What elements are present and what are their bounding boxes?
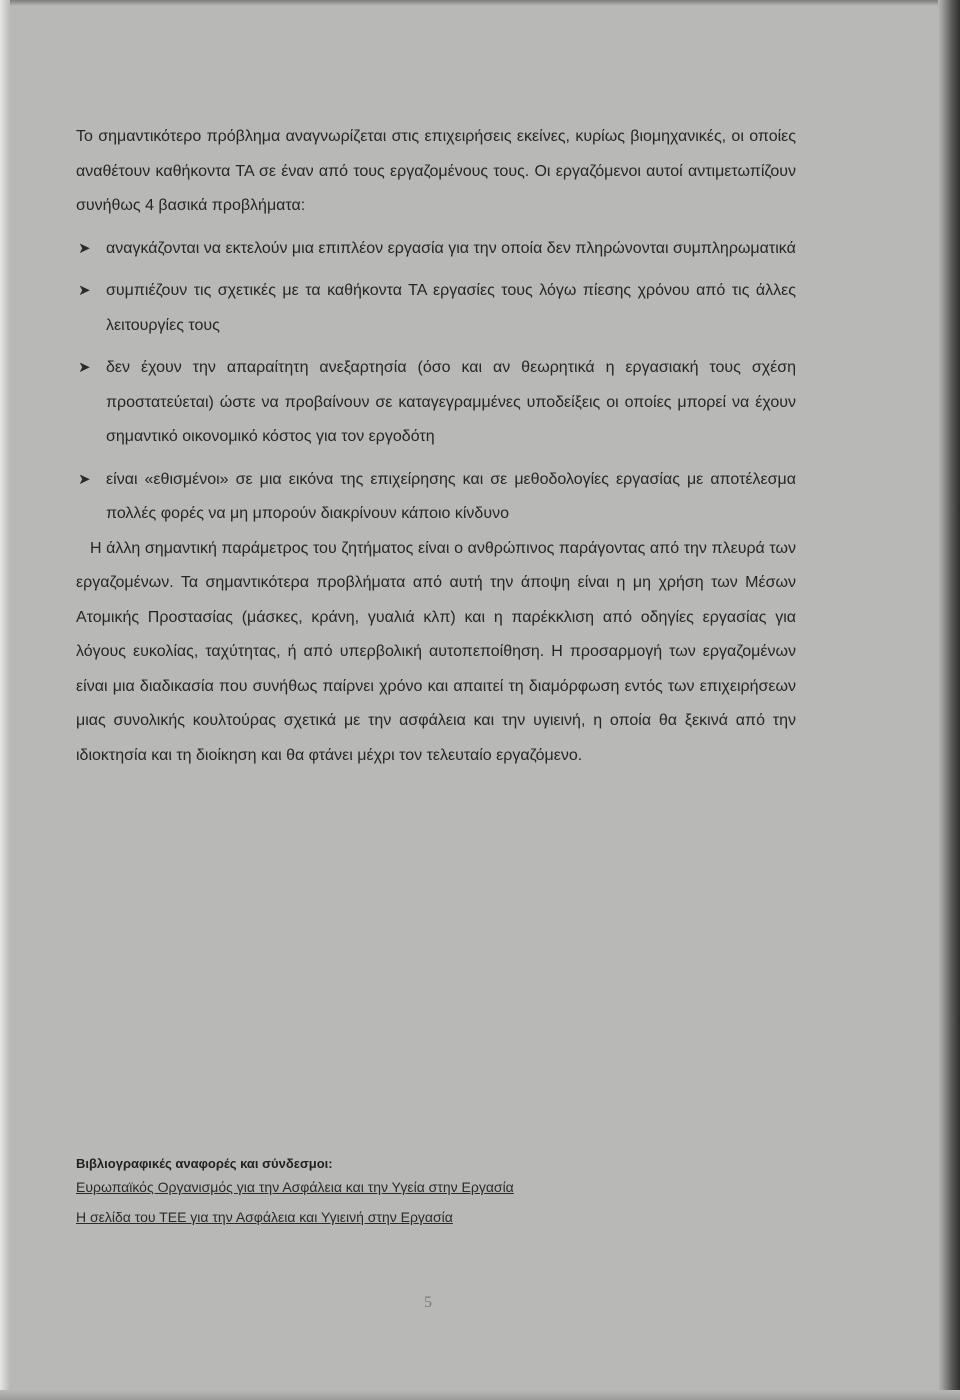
- list-item: [76, 274, 796, 343]
- page-top-edge: [0, 0, 960, 6]
- page-left-edge: [0, 0, 10, 1400]
- reference-link-eu-osha[interactable]: Ευρωπαϊκός Οργανισμός για την Ασφάλεια και την Υγεία στην Εργασία: [76, 1179, 514, 1195]
- problem-list: [76, 232, 796, 532]
- body-text: [76, 120, 796, 773]
- arrowhead-bullet-icon: ➤: [78, 359, 91, 376]
- list-item-text: αναγκάζονται να εκτελούν μια επιπλέον εργασία για την οποία δεν πληρώνονται συμπληρωματικά: [106, 239, 796, 257]
- reference-link-tee[interactable]: Η σελίδα του ΤΕΕ για την Ασφάλεια και Υγιεινή στην Εργασία: [76, 1209, 453, 1225]
- page-bottom-edge: [0, 1390, 960, 1400]
- arrowhead-bullet-icon: ➤: [78, 282, 91, 299]
- list-item: [76, 232, 796, 267]
- list-item: [76, 351, 796, 455]
- closing-paragraph: Η άλλη σημαντική παράμετρος του ζητήματος είναι ο ανθρώπινος παράγοντας από την πλευρά των εργαζομένων. Τα σημαντικότερα προβλήματα από αυτή την άποψη είναι η μη χρήση των Μέσων Ατομικής Προστασίας (μάσκες, κράνη, γυαλιά κλπ) και η παρέκκλιση από οδηγίες εργασίας για λόγους ευκολίας, ταχύτητας, ή από υπερβολική αυτοπεποίθηση. Η προσαρμογή των εργαζομένων είναι μια διαδικασία που συνήθως παίρνει χρόνο και απαιτεί τη διαμόρφωση εντός των επιχειρήσεων μιας συνολικής κουλτούρας σχετικά με την ασφάλεια και την υγιεινή, η οποία θα ξεκινά από την ιδιοκτησία και τη διοίκηση και θα φτάνει μέχρι τον τελευταίο εργαζόμενο.: [76, 539, 796, 764]
- list-item-text: είναι «εθισμένοι» σε μια εικόνα της επιχείρησης και σε μεθοδολογίες εργασίας με αποτέλεσμα πολλές φορές να μη μπορούν διακρίνουν κάποιο κίνδυνο: [106, 470, 796, 522]
- list-item: [76, 463, 796, 532]
- list-item-text: συμπιέζουν τις σχετικές με τα καθήκοντα ΤΑ εργασίες τους λόγω πίεσης χρόνου από τις άλλες λειτουργίες τους: [106, 282, 796, 334]
- references-title: Βιβλιογραφικές αναφορές και σύνδεσμοι:: [76, 1156, 333, 1171]
- references-section: [76, 1156, 776, 1239]
- page-right-edge-shadow: [938, 0, 960, 1400]
- list-item-text: δεν έχουν την απαραίτητη ανεξαρτησία (όσο και αν θεωρητικά η εργασιακή τους σχέση προστατεύεται) ώστε να προβαίνουν σε καταγεγραμμένες υποδείξεις οι οποίες μπορεί να έχουν σημαντικό οικονομικό κόστος για τον εργοδότη: [106, 359, 796, 445]
- page-number: 5: [424, 1294, 432, 1311]
- intro-paragraph: Το σημαντικότερο πρόβλημα αναγνωρίζεται στις επιχειρήσεις εκείνες, κυρίως βιομηχανικές, οι οποίες αναθέτουν καθήκοντα ΤΑ σε έναν από τους εργαζομένους τους. Οι εργαζόμενοι αυτοί αντιμετωπίζουν συνήθως 4 βασικά προβλήματα:: [76, 128, 796, 214]
- arrowhead-bullet-icon: ➤: [78, 239, 91, 257]
- arrowhead-bullet-icon: ➤: [78, 470, 91, 488]
